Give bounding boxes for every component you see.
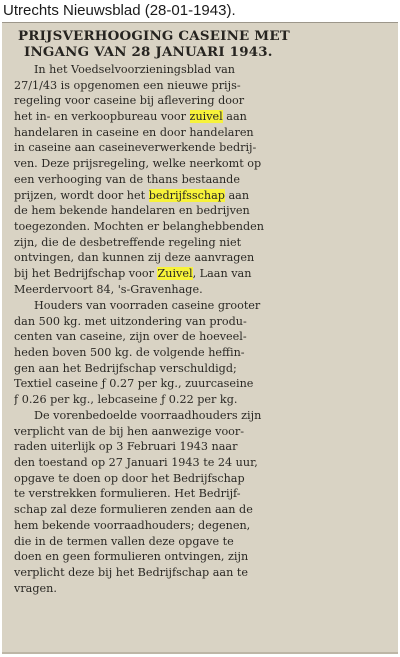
text-line: heden boven 500 kg. de volgende heffin- <box>14 346 245 360</box>
clipping-bottom-edge <box>2 652 398 654</box>
text-line: gen aan het Bedrijfschap verschuldigd; <box>14 361 237 375</box>
text-line: raden uiterlijk op 3 Februari 1943 naar <box>14 440 238 454</box>
text-line: handelaren in caseine en door handelaren <box>14 125 254 139</box>
text-line: bij het Bedrijfschap voor Zuivel, Laan van <box>14 266 252 280</box>
text-line: den toestand op 27 Januari 1943 te 24 uur, <box>14 456 258 470</box>
text-line: ƒ 0.26 per kg., lebcaseine ƒ 0.22 per kg. <box>14 393 238 407</box>
paragraph-1 <box>14 62 398 297</box>
text-line: het in- en verkoopbureau voor zuivel aan <box>14 110 247 124</box>
paragraph-2 <box>14 298 398 408</box>
text-line: de hem bekende handelaren en bedrijven <box>14 204 250 218</box>
text-line: Meerdervoort 84, 's-Gravenhage. <box>14 282 203 296</box>
text-line: In het Voedselvoorzieningsblad van <box>34 63 236 76</box>
text-line: ontvingen, dan kunnen zij deze aanvragen <box>14 251 255 265</box>
text-line: regeling voor caseine bij aflevering door <box>14 94 245 108</box>
text-line: 27/1/43 is opgenomen een nieuwe prijs- <box>14 78 241 92</box>
text-line: zijn, die de desbetreffende regeling niet <box>14 235 242 249</box>
text-line: De vorenbedoelde voorraadhouders zijn <box>34 409 262 422</box>
text-line: doen en geen formulieren ontvingen, zijn <box>14 550 249 564</box>
text-line: dan 500 kg. met uitzondering van produ- <box>14 314 247 328</box>
paragraph-3 <box>14 408 398 596</box>
text-line: toegezonden. Mochten er belanghebbenden <box>14 219 264 233</box>
headline-line-2: INGANG VAN 28 JANUARI 1943. <box>24 43 273 60</box>
text-line: te verstrekken formulieren. Het Bedrijf- <box>14 487 241 501</box>
article-headline <box>18 28 396 59</box>
text-line: ven. Deze prijsregeling, welke neerkomt op <box>14 157 262 171</box>
highlighted-word: zuivel <box>189 110 223 124</box>
text-line: een verhooging van de thans bestaande <box>14 172 240 186</box>
highlighted-word: Zuivel <box>157 266 193 280</box>
source-caption: Utrechts Nieuwsblad (28-01-1943). <box>3 2 236 19</box>
text-line: prijzen, wordt door het bedrijfsschap aan <box>14 188 250 202</box>
text-line: Houders van voorraden caseine grooter <box>34 299 261 312</box>
highlighted-word: bedrijfsschap <box>148 188 225 202</box>
headline-line-1: PRIJSVERHOOGING CASEINE MET <box>18 28 290 44</box>
text-line: hem bekende voorraadhouders; degenen, <box>14 518 251 532</box>
text-line: opgave te doen op door het Bedrijfschap <box>14 471 245 485</box>
text-line: verplicht deze bij het Bedrijfschap aan te <box>14 565 248 579</box>
text-line: verplicht van de bij hen aanwezige voor- <box>14 424 245 438</box>
text-line: vragen. <box>14 581 57 595</box>
text-line: in caseine aan caseineverwerkende bedrij- <box>14 141 257 155</box>
text-line: centen van caseine, zijn over de hoeveel- <box>14 330 247 344</box>
text-line: Textiel caseine ƒ 0.27 per kg., zuurcaseine <box>14 377 254 391</box>
text-line: die in de termen vallen deze opgave te <box>14 534 234 548</box>
text-line: schap zal deze formulieren zenden aan de <box>14 503 253 517</box>
